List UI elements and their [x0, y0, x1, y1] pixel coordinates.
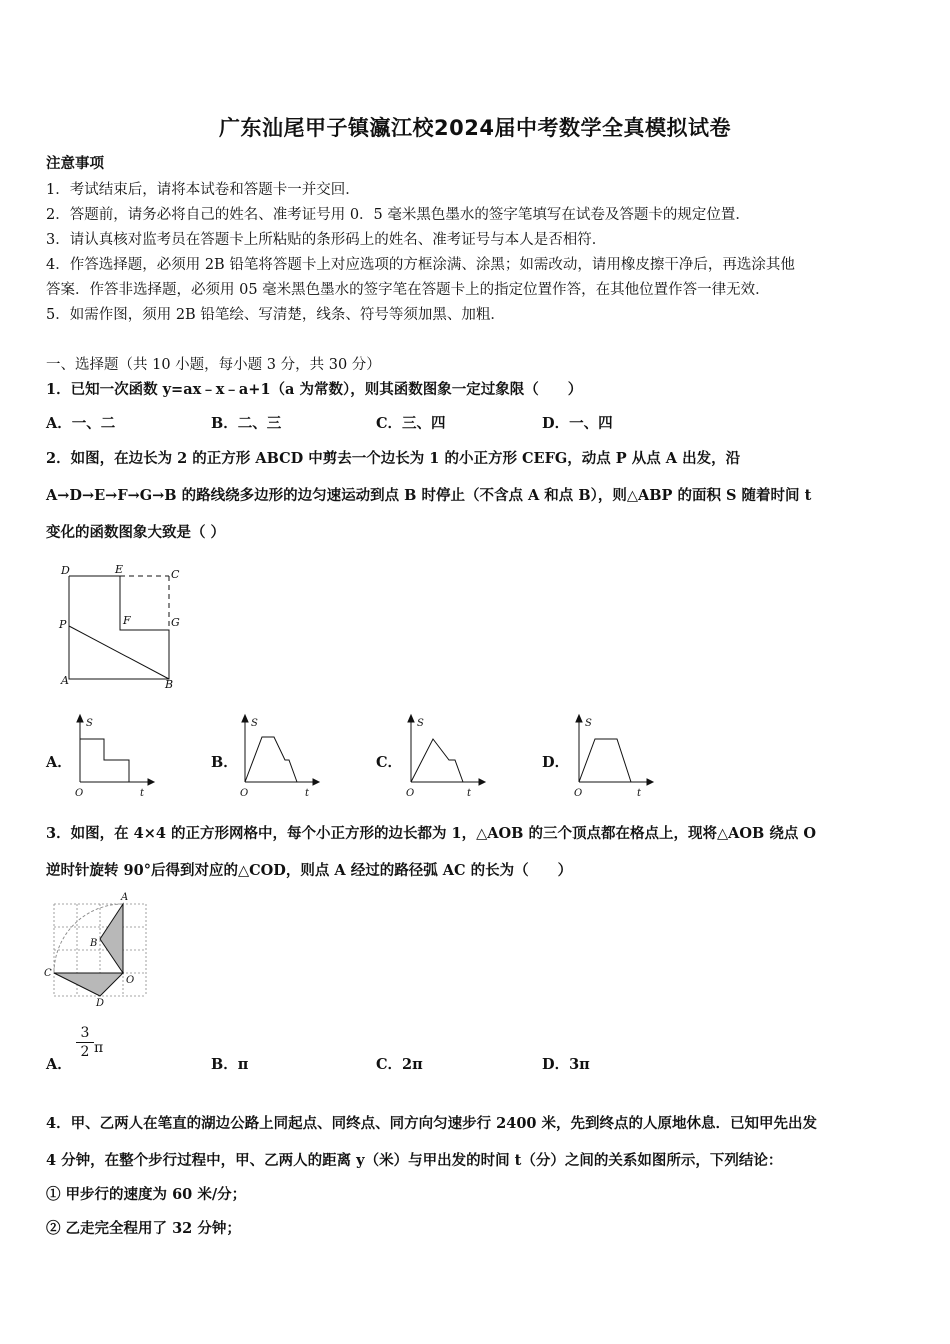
- q3-option-b: B．π: [211, 1056, 249, 1073]
- q3-option-c: C．2π: [376, 1056, 423, 1073]
- q2-graph-d: [571, 712, 655, 800]
- y-axis-arrow-icon: [77, 715, 83, 722]
- origin-label: O: [574, 788, 583, 799]
- notice-item: 1．考试结束后，请将本试卷和答题卡一并交回．: [46, 182, 360, 198]
- axis-t-label: t: [305, 788, 310, 799]
- q3-grid-figure: [40, 890, 155, 1010]
- fraction-numerator: 3: [76, 1024, 94, 1043]
- q2-label-f: F: [123, 614, 131, 627]
- q2-option-c: C．: [376, 754, 403, 771]
- notice-item: 3．请认真核对监考员在答题卡上所粘贴的条形码上的姓名、准考证号与本人是否相符．: [46, 232, 607, 248]
- triangle-aob: [100, 904, 123, 973]
- q2-label-c: C: [171, 568, 180, 581]
- question-3-line: 逆时针旋转 90°后得到对应的△COD，则点 A 经过的路径弧 AC 的长为（ ）: [46, 862, 573, 879]
- question-3-line: 3．如图，在 4×4 的正方形网格中，每个小正方形的边长都为 1，△AOB 的三个顶点都在格点上，现将△AOB 绕点 O: [46, 825, 816, 842]
- q2-square-figure: [55, 560, 195, 690]
- axis-s-label: S: [585, 718, 592, 729]
- notice-item: 4．作答选择题，必须用 2B 铅笔将答题卡上对应选项的方框涂满、涂黑；如需改动，请用橡皮擦干净后，再选涂其他: [46, 257, 795, 273]
- question-1-text: 1．已知一次函数 y=ax﹣x﹣a+1（a 为常数），则其函数图象一定过象限（ ）: [46, 381, 583, 398]
- q3-label-o: O: [126, 975, 135, 986]
- graph-line: [579, 739, 631, 782]
- q2-option-d: D．: [542, 754, 570, 771]
- axis-t-label: t: [140, 788, 145, 799]
- graph-line: [245, 737, 297, 782]
- question-2-line: 变化的函数图象大致是（ ）: [46, 524, 226, 541]
- x-axis-arrow-icon: [479, 779, 485, 785]
- q2-label-g: G: [171, 616, 180, 629]
- x-axis-arrow-icon: [148, 779, 154, 785]
- q1-option-a: A．一、二: [46, 415, 116, 432]
- axis-s-label: S: [251, 718, 258, 729]
- q1-option-c: C．三、四: [376, 415, 446, 432]
- axis-t-label: t: [467, 788, 472, 799]
- q2-label-p: P: [59, 618, 67, 631]
- q2-graph-c: [403, 712, 487, 800]
- q3-option-d: D．3π: [542, 1056, 590, 1073]
- q2-graph-a: [72, 712, 156, 800]
- x-axis-arrow-icon: [313, 779, 319, 785]
- q3-option-a-pi: π: [94, 1040, 104, 1056]
- y-axis-arrow-icon: [576, 715, 582, 722]
- notice-item: 5．如需作图，须用 2B 铅笔绘、写清楚，线条、符号等须加黑、加粗．: [46, 307, 505, 323]
- q3-label-b: B: [90, 938, 98, 949]
- q2-polygon-outline: [69, 576, 169, 679]
- axis-t-label: t: [637, 788, 642, 799]
- q3-option-a: A．: [46, 1056, 72, 1073]
- q2-option-a: A．: [46, 754, 72, 771]
- section-heading: 一、选择题（共 10 小题，每小题 3 分，共 30 分）: [46, 357, 381, 373]
- notice-heading: 注意事项: [46, 155, 104, 172]
- q2-label-a: A: [61, 674, 69, 687]
- q2-label-d: D: [61, 564, 70, 577]
- q2-option-b: B．: [211, 754, 238, 771]
- graph-line: [80, 739, 129, 782]
- q2-segment-pb: [69, 626, 169, 679]
- triangle-cod: [54, 973, 123, 996]
- question-4-line: 4 分钟，在整个步行过程中，甲、乙两人的距离 y（米）与甲出发的时间 t（分）之间的关系如图所示，下列结论：: [46, 1152, 783, 1169]
- axis-s-label: S: [417, 718, 424, 729]
- x-axis-arrow-icon: [647, 779, 653, 785]
- fraction-denominator: 2: [80, 1044, 90, 1060]
- q2-graph-b: [237, 712, 321, 800]
- q3-label-a: A: [121, 892, 129, 903]
- question-2-line: A→D→E→F→G→B 的路线绕多边形的边匀速运动到点 B 时停止（不含点 A 和点 B），则△ABP 的面积 S 随着时间 t: [46, 487, 812, 504]
- q3-label-d: D: [96, 998, 105, 1009]
- notice-item: 答案．作答非选择题，必须用 05 毫米黑色墨水的签字笔在答题卡上的指定位置作答，在其他位置作答一律无效．: [46, 282, 770, 298]
- q1-option-d: D．一、四: [542, 415, 613, 432]
- q1-option-b: B．二、三: [211, 415, 282, 432]
- question-4-statement: ① 甲步行的速度为 60 米/分；: [46, 1186, 247, 1203]
- graph-line: [411, 739, 463, 782]
- origin-label: O: [240, 788, 249, 799]
- q3-option-a-fraction: [76, 1024, 94, 1061]
- question-4-line: 4．甲、乙两人在笔直的湖边公路上同起点、同终点、同方向匀速步行 2400 米，先到终点的人原地休息．已知甲先出发: [46, 1115, 818, 1132]
- origin-label: O: [75, 788, 84, 799]
- notice-item: 2．答题前，请务必将自己的姓名、准考证号用 0．5 毫米黑色墨水的签字笔填写在试卷及答题卡的规定位置．: [46, 207, 750, 223]
- origin-label: O: [406, 788, 415, 799]
- q3-label-c: C: [44, 968, 52, 979]
- q2-label-b: B: [165, 678, 174, 690]
- page-title: 广东汕尾甲子镇瀛江校2024届中考数学全真模拟试卷: [219, 116, 731, 140]
- y-axis-arrow-icon: [408, 715, 414, 722]
- y-axis-arrow-icon: [242, 715, 248, 722]
- axis-s-label: S: [86, 718, 93, 729]
- q2-label-e: E: [115, 563, 124, 576]
- question-4-statement: ② 乙走完全程用了 32 分钟；: [46, 1220, 241, 1237]
- question-2-line: 2．如图，在边长为 2 的正方形 ABCD 中剪去一个边长为 1 的小正方形 CEFG，动点 P 从点 A 出发，沿: [46, 450, 741, 467]
